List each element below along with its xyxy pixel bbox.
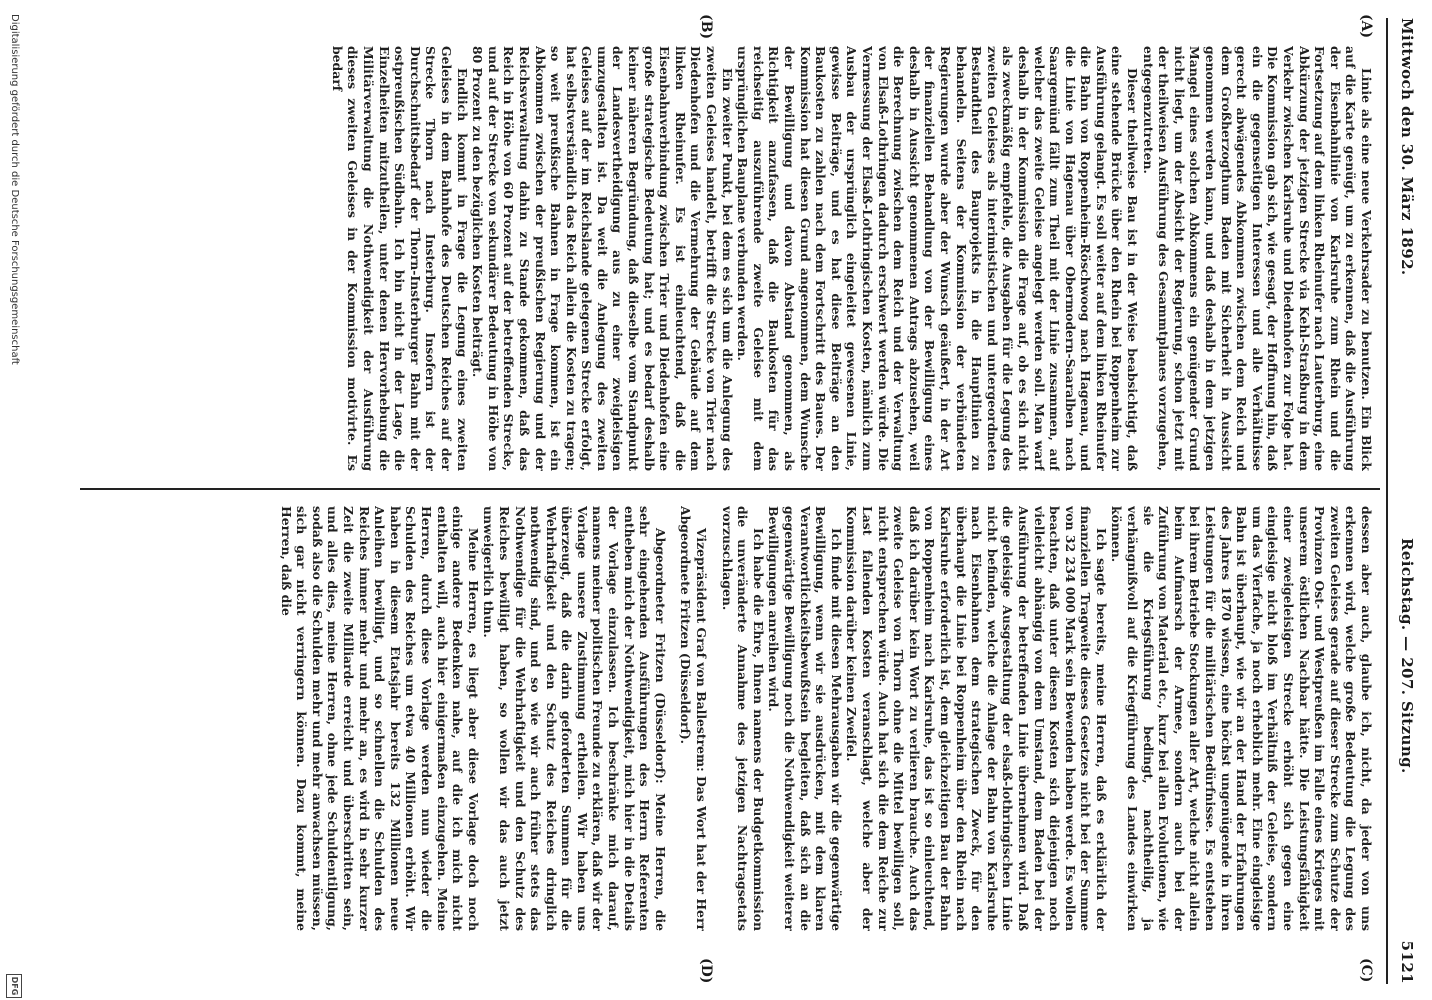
speaker-paragraph: Abgeordneter Fritzen (Düsseldorf): Meine Herren, die sehr eingehenden Ausführungen des Herrn Referenten entheben mich der Nothwendigkeit, mich hier in die Details der Vorlage einzulassen. Ich beschränke mich darauf, namens meiner politischen Freunde zu erklären, daß wir der Vorlage unsere Zustimmung ertheilen. Wir haben uns überzeugt, daß die darin geforderten Summen für die Wehrhaftigkeit und den Schutz des Reiches dringlich nothwendig sind, und so wie wir auch früher stets das Nothwendige für die Wehrhaftigkeit und den Schutz des Reiches bewilligt haben, so wollen wir das auch jetzt unweigerlich thun.	[481, 506, 668, 931]
header-session: Reichstag. — 207. Sitzung.	[1398, 538, 1416, 774]
margin-marker-c: (C)	[1358, 958, 1374, 983]
paragraph: Meine Herren, es liegt aber diese Vorlage doch noch einige andere Bedenken nahe, auf die ich mich nicht enthalten will, auch hier einigermaßen einzugehen. Meine Herren, durch diese Vorlage werden nun wieder die Schulden des Reiches um etwa 40 Millionen erhöht. Wir haben in diesem Etatsjahr bereits 132 Millionen neue Anleihen bewilligt, und so schnellen die Schulden des Reiches immer mehr und mehr an, es wird in sehr kurzer Zeit die zweite Milliarde erreicht und überschritten sein, und alles dies, meine Herren, ohne jede Schuldentilgung, sodaß also die Schulden mehr und mehr anwachsen müssen, sich gar nicht verringern können. Dazu kommt, meine Herren, daß die	[278, 506, 481, 931]
speaker-paragraph: Vizepräsident Graf von Ballestrem: Das Wort hat der Herr Abgeordnete Fritzen (Düsseldorf).	[678, 506, 710, 931]
paragraph: Ein zweiter Punkt, bei dem es sich um die Anlegung des zweiten Geleises handelt, betrifft die Strecke von Trier nach Diedenhofen und die Vermehrung der Gebäude auf dem linken Rheinufer. Es ist einleuchtend, daß die Eisenbahnverbindung zwischen Trier und Diedenhofen eine große strategische Bedeutung hat; und es bedarf deshalb keiner näheren Begründung, daß dieselbe vom Standpunkt der Landesvertheidigung aus zu einer zweigleisigen umzugestalten ist. Da weit die Anlegung des zweiten Geleises auf der im Reichslande gelegenen Strecke erfolgt, hat selbstverständlich das Reich allein die Kosten zu tragen; so weit preußische Bahnen in Frage kommen, ist ein Abkommen zwischen der preußischen Regierung und der Reichsverwaltung dahin zu Stande gekommen, daß das Reich in Höhe von 60 Prozent auf der betreffenden Strecke, und auf der Strecke von sekundärer Bedeutung in Höhe von 80 Prozent zu den bezüglichen Kosten beiträgt.	[470, 46, 735, 471]
header-rule	[1386, 18, 1388, 984]
margin-marker-a: (A)	[1358, 14, 1374, 39]
margin-marker-b: (B)	[698, 14, 714, 40]
left-column	[84, 46, 1374, 471]
paragraph: Linie als eine neue Verkehrsader zu benutzen. Ein Blick auf die Karte genügt, um zu erkennen, daß die Ausführung der Eisenbahnlinie von Karlsruhe zum Rhein und die Fortsetzung auf dem linken Rheinufer nach Lauterburg, eine Abkürzung der jetzigen Strecke via Kehl-Straßburg in dem Verkehr zwischen Karlsruhe und Diedenhofen zur Folge hat. Die Kommission gab sich, wie gesagt, der Hoffnung hin, daß ein die gegenseitigen Interessen und alle Verhältnisse gerecht abwägendes Abkommen zwischen dem Reich und dem Großherzogthum Baden mit Sicherheit in Aussicht genommen werden kann, und daß deshalb in dem jetzigen Mangel eines solchen Abkommens ein genügender Grund nicht liegt, um der Absicht der Regierung, schon jetzt mit der theilweisen Ausführung des Gesammtplanes vorzugehen, entgegenzutreten.	[1140, 46, 1374, 471]
column-rule	[80, 488, 1380, 490]
dfg-logo: DFG	[6, 974, 22, 998]
margin-marker-d: (D)	[698, 958, 714, 984]
page-header	[1392, 18, 1422, 984]
paragraph: Ich habe die Ehre, Ihnen namens der Budgetkommission die unveränderte Annahme des jetzigen Nachtragsetats vorzuschlagen.	[719, 506, 766, 931]
paragraph: Dieser theilweise Bau ist in der Weise beabsichtigt, daß eine stehende Brücke über den Rhein bei Roppenheim zur Ausführung gelangt. Es soll weiter auf dem linken Rheinufer die Bahn von Roppenheim-Röschwoog nach Hagenau, und die Linie von Hagenau über Obermodern-Saaralben nach Saargemünd fällt zum Theil mit der Linie zusammen, auf welcher das zweite Geleise angelegt werden soll. Man warf deshalb in der Kommission die Frage auf, ob es sich nicht als zweckmäßig empfehle, die Ausgaben für die Legung des zweiten Geleises als interimistischen und untergeordneten Bestandtheil des Bauprojekts in die Hauptlinien zu behandeln. Seitens der Kommission der verbündeten Regierungen wurde aber der Wunsch geäußert, in der Art der finanziellen Behandlung von der Bewilligung eines deshalb in Aussicht genommenen Antrags abzusehen, weil die Berechnung zwischen dem Reich und der Verwaltung von Elsaß-Lothringen dadurch erschwert werden würde. Die Vermessung der Elsaß-Lothringischen Kosten, nämlich zum Ausbau der ursprünglich eingeleitet gewesenen Linie, gewisse Beiträge, und es hat diese Beiträge an den Baukosten zu zahlen nach dem Fortschritt des Baues. Der Kommission hat diesen Grund angenommen, dem Wunsche der Bewilligung und davon Abstand genommen, als Richtigkeit anzufassen, daß die Baukosten für das reichseitig auszuführende zweite Geleise mit dem ursprünglichen Bauplane verbunden werden.	[735, 46, 1141, 471]
right-column	[84, 506, 1374, 931]
paragraph: Ich sagte bereits, meine Herren, daß es erklärlich der finanziellen Tragweite dieses Gesetzes nicht bei der Summe von 32 234 000 Mark sein Bewenden haben werde. Es wollen beachten, daß unter diesen Kosten sich diejenigen noch vielleicht abhängig von dem Umstand, dem Baden bei der Ausführung der betreffenden Linie übernehmen wird. Daß die geleisige Ausgestaltung der elsaß-lothringischen Linie nicht befinden, welche die Anlage der Bahn von Karlsruhe nach Eisenbahnen dem strategischen Zweck, für den überhaupt die Linie bei Roppenheim über den Rhein nach Karlsruhe erforderlich ist, dem gleichzeitigen Bau der Bahn von Roppenheim nach Karlsruhe, das ist so einleuchtend, daß ich darüber kein Wort zu verlieren brauche. Auch das zweite Geleise von Thorn ohne die Mittel bewilligen soll, nicht entsprechen würde. Auch hat sich die dem Reiche zur Last fallenden Kosten veranschlagt, welche aber der Kommission darüber keinen Zweifel.	[844, 506, 1109, 931]
page-footer	[0, 0, 30, 1000]
header-date: Mittwoch den 30. März 1892.	[1398, 18, 1416, 276]
page-number: 5121	[1398, 940, 1416, 984]
paragraph: dessen aber auch, glaube ich, nicht, da jeder von uns erkennen wird, welche große Bedeutung die Legung des zweiten Geleises gerade auf dieser Strecke zum Schutze der Provinzen Ost- und Westpreußen im Falle eines Krieges mit unserem östlichen Nachbar hätte. Die Leistungsfähigkeit einer zweigeleisigen Strecke erhöht sich gegen eine eingleisige nicht bloß im Verhältniß der Geleise, sondern um das Vierfache, ja noch erheblich mehr. Eine eingleisige Bahn ist überhaupt, wie wir an der Hand der Erfahrungen des Jahres 1870 wissen, eine höchst ungenügende in ihren Leistungen für die militärischen Bedürfnisse. Es entstehen bei ihrem Betriebe Stockungen aller Art, welche nicht allein beim Aufmarsch der Armee, sondern auch bei der Zuführung von Material etc., kurz bei allen Evolutionen, wie sie die Kriegsführung bedingt, nachtheilig, ja verhängnißvoll auf die Kriegführung des Landes einwirken können.	[1109, 506, 1374, 931]
digitization-credit: Digitalisierung gefördert durch die Deutsche Forschungsgemeinschaft	[9, 14, 20, 365]
paragraph: Endlich kommt in Frage die Legung eines zweiten Geleises in dem Bahnhofe des Deutschen Reiches auf der Strecke Thorn nach Insterburg. Insofern ist der Durchschnittsbedarf der Thorn-Insterburger Bahn mit der ostpreußischen Südbahn. Ich bin nicht in der Lage, die Einzelheiten mitzutheilen, unter denen Hervorhebung die Militärverwaltung die Nothwendigkeit der Ausführung dieses zweiten Geleises in der Kommission motivirte. Es bedarf	[329, 46, 470, 471]
paragraph: Ich finde mit diesen Mehrausgaben wir die gegenwärtige Bewilligung, wenn wir sie ausdrücken, mit dem klaren Verantwortlichkeitsbewußtsein begleiten, daß sich an die gegenwärtige Bewilligung noch die Nothwendigkeit weiterer Bewilligungen anreihen wird.	[766, 506, 844, 931]
